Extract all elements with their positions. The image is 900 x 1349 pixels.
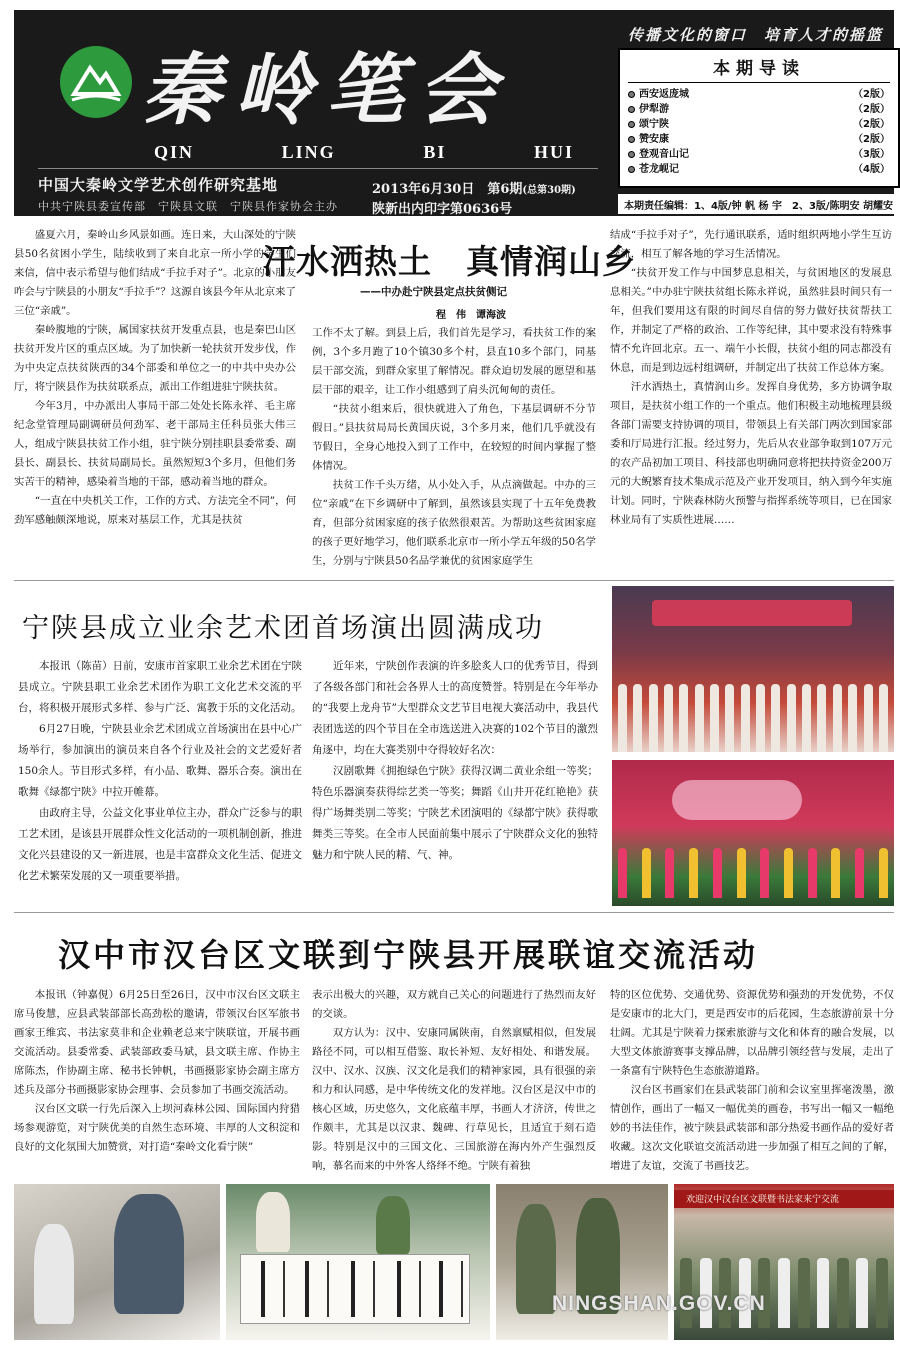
article2-headline: 宁陕县成立业余艺术团首场演出圆满成功 [22,613,544,644]
article2-column-2 [312,656,598,892]
paragraph: 扶贫工作千头万绪，从小处入手，从点滴做起。中办的三位“亲戚”在下乡调研中了解到，虽然该县实现了十五年免费教育，但部分贫困家庭的孩子依然很艰苦。为帮助这些贫困家庭的孩子更好地学习，他们联系北京市一所小学五年级的50名学生，分别与宁陕县50名品学兼优的贫困家庭学生 [312,479,596,567]
toc-item-page: （2版） [853,89,890,100]
person-figure [34,1224,74,1324]
person-figure [114,1194,184,1314]
calligraphy-display-photo [226,1184,490,1340]
article1-byline: 程 伟 谭海波 [436,310,506,321]
paragraph: 表示出极大的兴趣，双方就自己关心的问题进行了热烈而友好的交谈。 [312,989,596,1020]
paragraph: 汉剧歌舞《拥抱绿色宁陕》获得汉调二黄业余组一等奖；特色乐器演奏获得综艺类一等奖；舞蹈《山井开花红艳艳》获得广场舞类别二等奖；宁陕艺术团演唱的《绿都宁陕》获得歌舞类三等奖。在全市人民面前集中展示了宁陕群众文化的独特魅力和宁陕人民的精、气、神。 [312,765,598,861]
toc-item-page: （4版） [853,164,890,175]
toc-item-label: 苍龙岘记 [639,164,679,175]
paragraph: “扶贫小组来后，很快就进入了角色，下基层调研不分节假日。”县扶贫局局长黄国庆说，3个多月来，他们几乎就没有节假日，全身心地投入到了工作中，在较短的时间内掌握了整体情况。 [312,403,596,472]
article2-column-1 [18,656,302,908]
toc-item[interactable] [628,162,890,177]
article1-column-1 [14,226,296,570]
bullet-icon [628,136,635,143]
toc-item[interactable] [628,102,890,117]
site-watermark: NINGSHAN.GOV.CN [552,1292,766,1315]
base-name: 中国大秦岭文学艺术创作研究基地 [38,176,279,194]
person-figure [256,1192,290,1252]
stage-banner [652,600,852,626]
paragraph: 今年3月，中办派出人事局干部二处处长陈永祥、毛主席纪念堂管理局副调研员何劲军、老干部局主任科员张大伟三人，组成宁陕县扶贫工作小组，驻宁陕分别挂职县委常委、副县长、副县长、扶贫局副局长。虽然短短3个多月，但他们务实苦干的精神，感染着当地的干部，感动着当地的群众。 [14,400,296,488]
toc-item-page: （3版） [853,149,890,160]
paragraph: “一直在中央机关工作，工作的方式、方法完全不同”，何劲军感触颇深地说，原来对基层工作，尤其是扶贫 [14,495,296,526]
calligraphy-photo [14,1184,220,1340]
toc-item[interactable] [628,117,890,132]
toc-item-page: （2版） [853,104,890,115]
toc-item-page: （2版） [853,134,890,145]
paragraph: 本报讯（钟嘉俔）6月25日至26日，汉中市汉台区文联主席马俊慧，应县武装部部长高劲松的邀请，带领汉台区军旅书画家王维宾、书法家莫非和企业赖老总来宁陕联谊，开展书画交流活动。县委常委、武装部政委马斌，县文联主席、作协主席陈杰，作协副主席、秘书长钟帆，书画摄影家协会副主席方述兵及部分书画摄影家协会理事、会员参加了书画交流活动。 [14,989,300,1096]
issue-date [372,178,576,197]
paragraph: 特的区位优势、交通优势、资源优势和强劲的开发优势，不仅是安康市的北大门，更是西安市的后花园，生态旅游前景十分壮阔。尤其是宁陕着力探索旅游与文化和体育的融合发展，以大型文体旅游赛事支撑品牌，以品牌引领经营与发展，走出了一条富有宁陕特色生态旅游道路。 [610,989,894,1077]
paragraph: 汉台区书画家们在县武装部门前和会议室里挥毫泼墨，激情创作，画出了一幅又一幅优美的画卷，书写出一幅又一幅绝妙的书法佳作，被宁陕县武装部和部分热爱书画作品的爱好者收藏。这次文化联谊交流活动进一步加强了相互之间的了解，增进了友谊，交流了书画技艺。 [610,1084,894,1172]
person-figure [516,1204,556,1314]
print-permit: 陕新出内印字第0636号 [372,202,513,217]
masthead [14,10,894,216]
stage-performance-photo [612,586,894,752]
paragraph: 本报讯（陈苗）日前，安康市首家职工业余艺术团在宁陕县成立。宁陕县职工业余艺术团作为职工文化艺术交流的平台，将积极开展形式多样、参与广泛、寓教于乐的文化活动。 [18,660,302,714]
section-divider [14,580,894,581]
paragraph: 近年来，宁陕创作表演的许多脍炙人口的优秀节目，得到了各级各部门和社会各界人士的高度赞誉。特别是在今年举办的“我要上龙舟节”大型群众文艺节目电视大赛活动中，我县代表团选送的四个节目在全市选送进入决赛的102个节目的激烈角逐中，均在大赛类别中夺得较好名次： [312,660,598,756]
section-divider [14,912,894,913]
paragraph: 秦岭腹地的宁陕，属国家扶贫开发重点县，也是秦巴山区扶贫开发片区的重点区域。为了加快新一轮扶贫开发步伐，作为中央定点扶贫陕西的34个部委和单位之一的中共中央办公厅，将宁陕县作为扶贫联系点，派出工作组进驻宁陕扶贫。 [14,324,296,393]
paragraph: 6月27日晚，宁陕县业余艺术团成立首场演出在县中心广场举行，参加演出的演员来自各个行业及社会的文艺爱好者150余人。节目形式多样，有小品、歌舞、器乐合奏。演出在歌舞《绿都宁陕》中拉开帷幕。 [18,723,302,798]
pinyin-hui: HUI [533,142,574,162]
paragraph: 双方认为：汉中、安康同属陕南，自然禀赋相似，但发展路径不同，可以相互借鉴、取长补短、友好相处、和谐发展。汉中、汉水、汉族、汉文化是我们的精神家园，具有很强的亲和力和认同感，是中华传统文化的发祥地。汉台区是汉中市的核心区域，历史悠久，文化底蕴丰厚，书画人才济济，传世之作颇丰，尤其是以汉隶、魏碑、行草见长，且适宜于刻石造影。特别是汉中的三国文化、三国旅游在海内外产生强烈反响，慕名而来的中外客人络绎不绝。宁陕有着独 [312,1027,596,1172]
paragraph: 汉台区文联一行先后深入上坝河森林公园、国际国内狩猎场参观游览，对宁陕优美的自然生态环境、丰厚的人文积淀和良好的文化氛围大加赞赏，对打造“秦岭文化看宁陕” [14,1103,300,1153]
article3-headline: 汉中市汉台区文联到宁陕县开展联谊交流活动 [58,936,759,974]
person-figure [376,1196,410,1254]
issue-date-text: 2013年6月30日 第6期 [372,182,523,197]
toc-item-label: 登观音山记 [639,149,689,160]
bullet-icon [628,121,635,128]
toc-item-label: 赞安康 [639,134,669,145]
article1-column-3 [610,226,892,574]
toc-title: 本期导读 [628,54,890,83]
sponsors: 中共宁陕县委宣传部 宁陕县文联 宁陕县作家协会主办 [38,200,338,213]
newspaper-title: 秦岭笔会 [142,45,511,136]
toc-item[interactable] [628,147,890,162]
table-of-contents [618,48,900,188]
paragraph: 结成“手拉手对子”，先行通讯联系，适时组织两地小学生互访交流，相互了解各地的学习生活情况。 [610,229,892,260]
article1-column-2 [312,324,596,574]
toc-item[interactable] [628,87,890,102]
total-issue: (总第30期) [522,185,576,196]
bullet-icon [628,166,635,173]
paragraph: 工作不太了解。到县上后，我们首先是学习，看扶贫工作的案例，3个多月跑了10个镇30多个村，县直10多个部门，同基层干部交流，到群众家里了解情况。群众迫切发展的愿望和基层干部的艰辛，让工作小组感到了肩头沉甸甸的责任。 [312,327,596,396]
newspaper-logo-icon [60,46,132,118]
paragraph: “扶贫开发工作与中国梦息息相关，与贫困地区的发展息息相关。”中办驻宁陕扶贫组长陈永祥说，虽然驻县时间只有一年，但我们要用这有限的时间尽自信的努力做好扶贫帮扶工作，并制定了严格的政治、工作等纪律，其中要求没有特殊事情不允许回北京。五一、端午小长假，扶贫小组的同志都没有休息，而是到边远村组调研，并制定出了扶贫工作总体方案。 [610,267,892,374]
toc-item[interactable] [628,132,890,147]
calligraphy-scroll [240,1254,470,1324]
welcome-banner-text: 欢迎汉中汉台区文联暨书法家来宁交流 [686,1195,840,1205]
pinyin-ling: LING [281,142,336,162]
pinyin-qin: QIN [154,142,195,162]
toc-item-page: （2版） [853,119,890,130]
article3-column-2 [312,986,596,1172]
bullet-icon [628,106,635,113]
toc-item-label: 颂宁陕 [639,119,669,130]
article1-subtitle: ——中办赴宁陕县定点扶贫侧记 [360,286,507,298]
choir-figures [618,712,888,752]
paragraph: 汗水洒热土，真情润山乡。发挥自身优势，多方协调争取项目，是扶贫小组工作的一个重点。他们积极主动地梳理县级各部门需要支持协调的项目，带领县上有关部门两次到国家部委和厅局进行汇报。经过努力，先后从农业部争取到107万元的农产品初加工项目、科技部也明确同意将把扶持资金200万元的大鲵繁育技术集成示范及产业开发项目，纳入到今年实施计划。同时，宁陕森林防火预警与指挥系统等项目，已在国家林业局有了实质性进展…… [610,381,892,526]
masthead-divider [38,168,598,169]
toc-item-label: 西安返庞城 [639,89,689,100]
calligraphy-viewing-photo [496,1184,668,1340]
article1-headline: 汗水洒热土 真情润山乡 [262,242,636,281]
dance-performance-photo [612,760,894,906]
bullet-icon [628,91,635,98]
paragraph: 盛夏六月，秦岭山乡风景如画。连日来，大山深处的宁陕县50名贫困小学生，陆续收到了来自北京一所小学的学生们来信，信中表示希望与他们结成“手拉手对子”。北京的小朋友咋会与宁陕县的小朋友“手拉手”？这源自该县今年从北京来了三位“亲戚”。 [14,229,296,317]
group-photo [674,1184,894,1340]
slogan: 传播文化的窗口 培育人才的摇篮 [628,26,884,44]
title-pinyin [154,142,574,163]
stage-banner [672,780,802,820]
article3-column-3 [610,986,894,1172]
bullet-icon [628,151,635,158]
dancer-figures [618,848,888,898]
article3-column-1 [14,986,300,1172]
pinyin-bi: BI [423,142,447,162]
toc-item-label: 伊犁游 [639,104,669,115]
editors-line: 本期责任编辑：1、4版/钟 帆 杨 宇 2、3版/陈明安 胡耀安 [618,194,900,214]
paragraph: 由政府主导，公益文化事业单位主办，群众广泛参与的职工艺术团，是该县开展群众性文化活动的一项机制创新，推进文化兴县建设的又一新进展，也是丰富群众文化生活、促进文化艺术繁荣发展的又一项重要举措。 [18,807,302,882]
